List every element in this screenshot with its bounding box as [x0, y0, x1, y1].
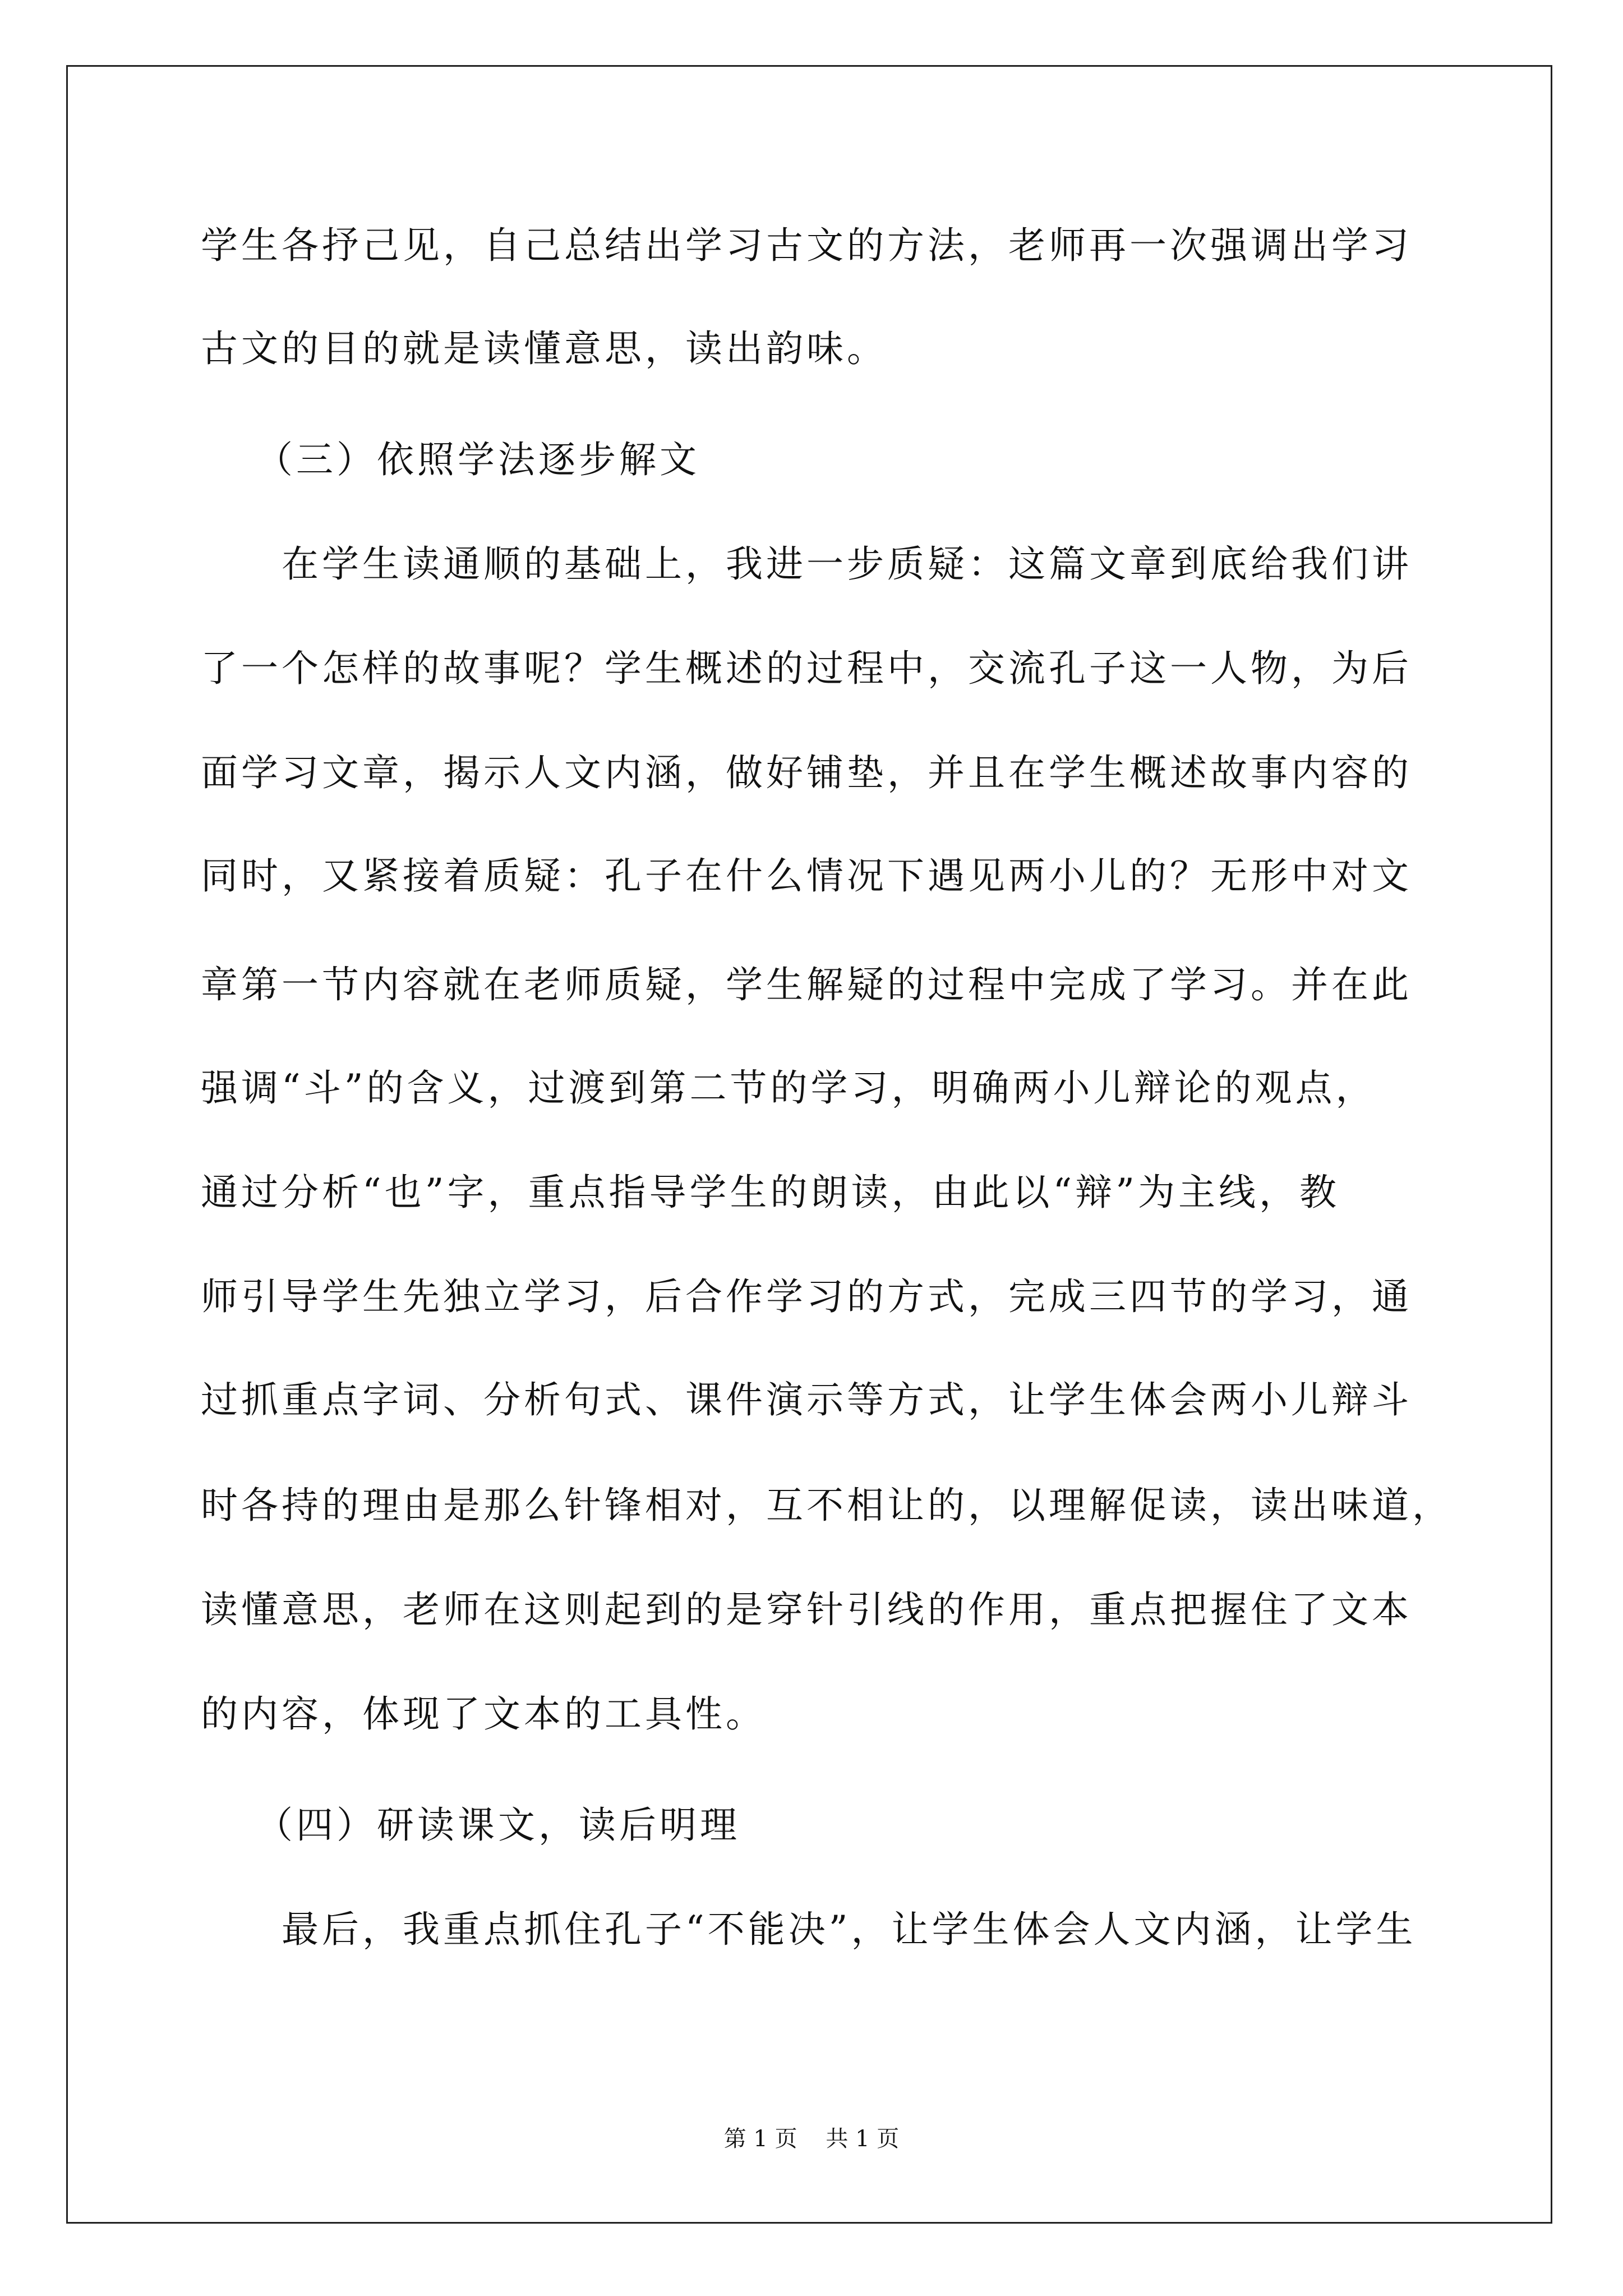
body-line-8: 章第一节内容就在老师质疑，学生解疑的过程中完成了学习。并在此	[201, 963, 1412, 1006]
body-line-10: 通过分析“也”字，重点指导学生的朗读，由此以“辩”为主线，教	[201, 1171, 1340, 1214]
body-line-6: 面学习文章，揭示人文内涵，做好铺垫，并且在学生概述故事内容的	[201, 751, 1412, 794]
body-line-4: 在学生读通顺的基础上，我进一步质疑：这篇文章到底给我们讲	[282, 542, 1412, 586]
body-line-14: 读懂意思，老师在这则起到的是穿针引线的作用，重点把握住了文本	[201, 1588, 1412, 1631]
body-line-5: 了一个怎样的故事呢？学生概述的过程中，交流孔子这一人物，为后	[201, 647, 1412, 690]
section-heading-4: （四）研读课文，读后明理	[256, 1803, 740, 1847]
body-line-12: 过抓重点字词、分析句式、课件演示等方式，让学生体会两小儿辩斗	[201, 1378, 1412, 1421]
section-heading-3: （三）依照学法逐步解文	[256, 438, 700, 481]
page-footer: 第 1 页 共 1 页	[723, 2126, 900, 2152]
body-line-7: 同时，又紧接着质疑：孔子在什么情况下遇见两小儿的？无形中对文	[201, 854, 1412, 898]
body-line-15: 的内容，体现了文本的工具性。	[201, 1692, 766, 1736]
page-border	[66, 65, 1552, 2224]
body-line-2: 古文的目的就是读懂意思，读出韵味。	[201, 327, 887, 370]
body-line-17: 最后，我重点抓住孔子“不能决”，让学生体会人文内涵，让学生	[282, 1908, 1417, 1951]
body-line-1: 学生各抒己见，自己总结出学习古文的方法，老师再一次强调出学习	[201, 224, 1412, 267]
body-line-9: 强调“斗”的含义，过渡到第二节的学习，明确两小儿辩论的观点，	[201, 1066, 1376, 1110]
body-line-11: 师引导学生先独立学习，后合作学习的方式，完成三四节的学习，通	[201, 1275, 1412, 1318]
body-line-13: 时各持的理由是那么针锋相对，互不相让的，以理解促读，读出味道，	[201, 1484, 1453, 1527]
